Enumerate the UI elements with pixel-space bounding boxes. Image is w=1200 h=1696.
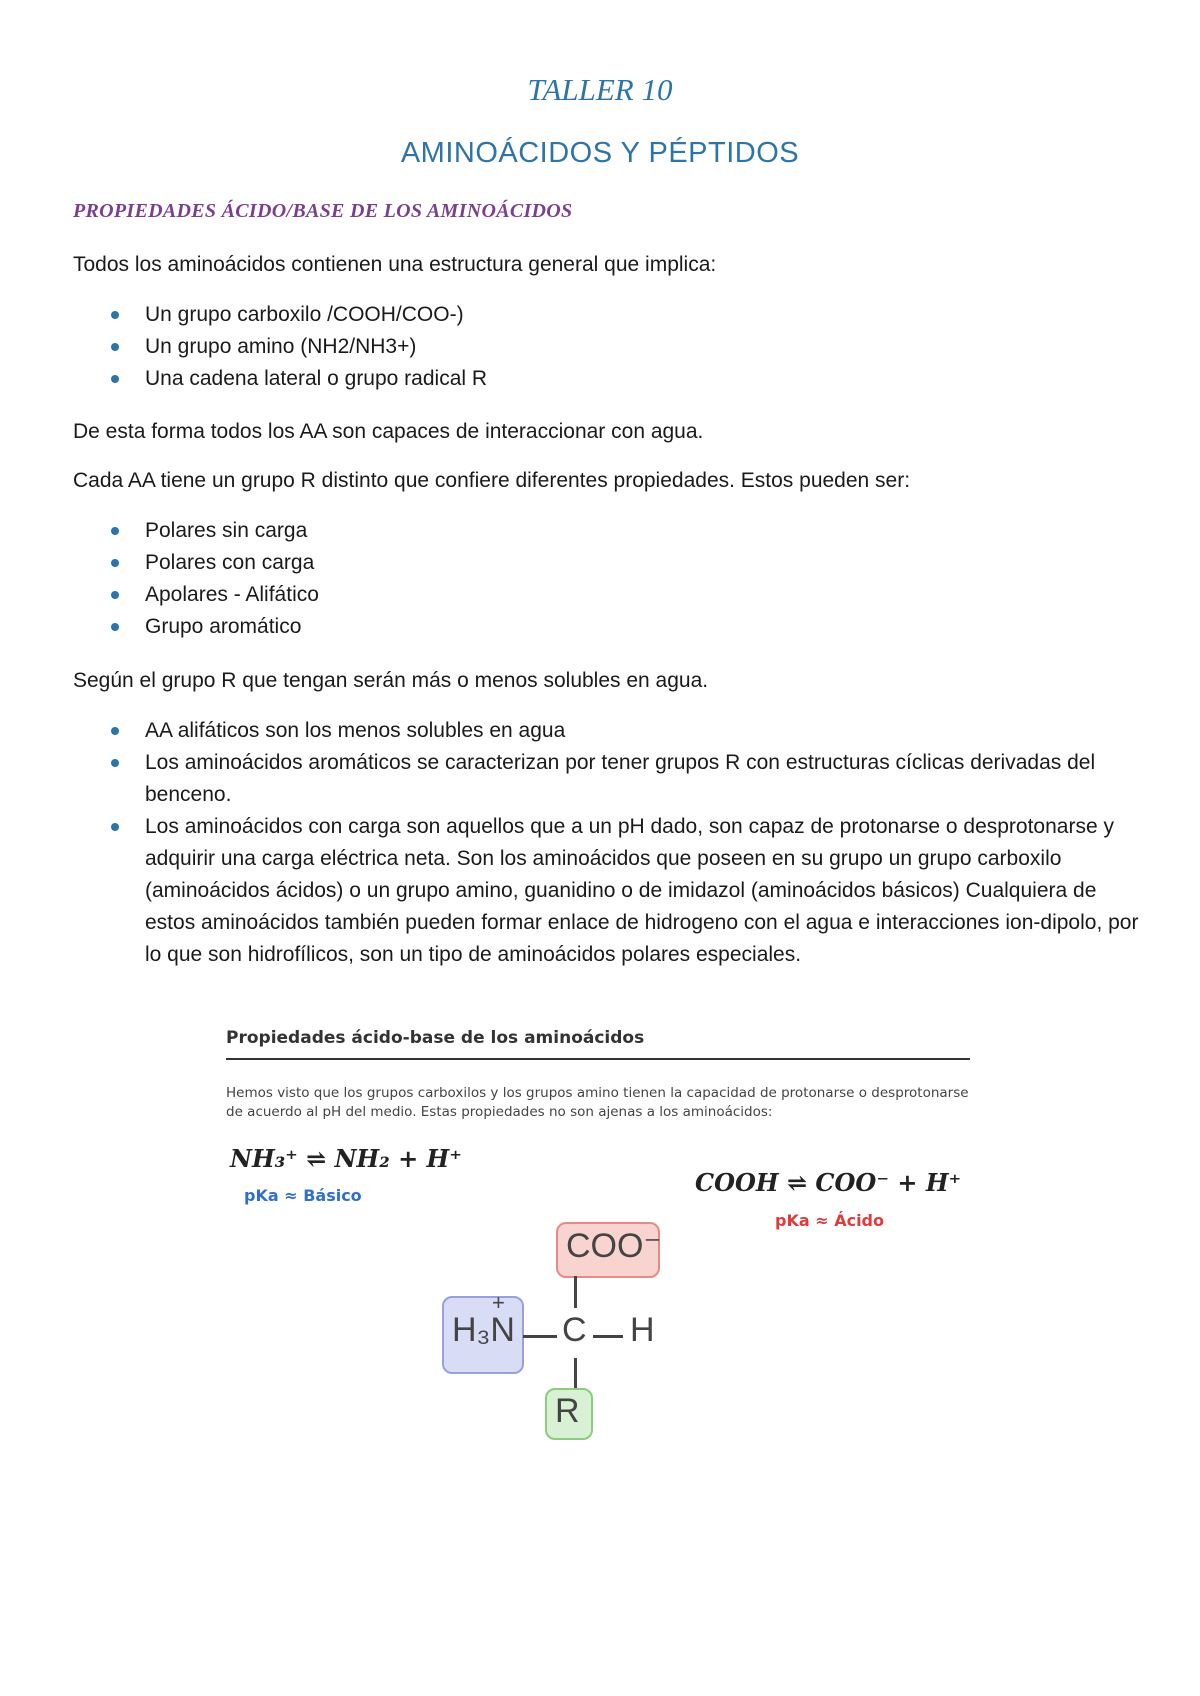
figure-divider bbox=[226, 1058, 970, 1060]
list-item: Un grupo carboxilo /COOH/COO-) bbox=[73, 299, 1133, 331]
list-item: Los aminoácidos aromáticos se caracterizan por tener grupos R con estructuras cíclicas derivadas del benceno. bbox=[73, 747, 1143, 811]
bullet-icon bbox=[111, 591, 119, 599]
bullet-icon bbox=[111, 623, 119, 631]
list-item: Un grupo amino (NH2/NH3+) bbox=[73, 331, 1133, 363]
list-item: Grupo aromático bbox=[73, 611, 1133, 643]
bond-hydrogen bbox=[593, 1335, 623, 1338]
amino-label: H₃N bbox=[452, 1311, 515, 1349]
list-item: Los aminoácidos con carga son aquellos que a un pH dado, son capaz de protonarse o desprotonarse y adquirir una carga eléctrica neta. Son los aminoácidos que poseen en su grupo un grupo carboxilo (aminoácidos ácidos) o un grupo amino, guanidino o de imidazol (aminoácidos básicos) Cualquiera de estos aminoácidos también pueden formar enlace de hidrogeno con el agua e interacciones ion-dipolo, por lo que son hidrofílicos, son un tipo de aminoácidos polares especiales. bbox=[73, 811, 1143, 971]
list-item: Polares con carga bbox=[73, 547, 1133, 579]
section-heading: PROPIEDADES ÁCIDO/BASE DE LOS AMINOÁCIDOS bbox=[73, 200, 573, 222]
r-group-label: R bbox=[555, 1392, 580, 1430]
bullet-icon bbox=[111, 759, 119, 767]
rgroup-paragraph: Cada AA tiene un grupo R distinto que confiere diferentes propiedades. Estos pueden ser: bbox=[73, 469, 911, 492]
page-title: AMINOÁCIDOS Y PÉPTIDOS bbox=[400, 137, 800, 169]
bullet-icon bbox=[111, 559, 119, 567]
bullet-icon bbox=[111, 823, 119, 831]
bullet-icon bbox=[111, 311, 119, 319]
bullet-icon bbox=[111, 727, 119, 735]
intro-paragraph: Todos los aminoácidos contienen una estructura general que implica: bbox=[73, 253, 717, 276]
amino-equilibrium: NH₃⁺ ⇌ NH₂ + H⁺ bbox=[230, 1144, 462, 1173]
types-list bbox=[73, 515, 1133, 643]
figure-text: Hemos visto que los grupos carboxilos y los grupos amino tienen la capacidad de protonarse o desprotonarse de acuerdo al pH del medio. Estas propiedades no son ajenas a los aminoácidos: bbox=[226, 1085, 969, 1120]
list-item: Apolares - Alifático bbox=[73, 579, 1133, 611]
pka-basic-label: pKa ≈ Básico bbox=[244, 1186, 362, 1205]
bond-carboxyl bbox=[574, 1276, 577, 1308]
bullet-icon bbox=[111, 527, 119, 535]
structure-list bbox=[73, 299, 1133, 395]
bullet-icon bbox=[111, 343, 119, 351]
hydrogen-label: H bbox=[630, 1311, 655, 1349]
acid-base-figure bbox=[220, 1028, 980, 1428]
bond-amino bbox=[523, 1335, 557, 1338]
carboxyl-label: COO⁻ bbox=[566, 1227, 662, 1265]
alpha-carbon: C bbox=[562, 1311, 587, 1349]
document-header: TALLER 10 bbox=[527, 72, 673, 107]
list-item: Una cadena lateral o grupo radical R bbox=[73, 363, 1133, 395]
bullet-icon bbox=[111, 375, 119, 383]
carboxyl-equilibrium: COOH ⇌ COO⁻ + H⁺ bbox=[695, 1168, 962, 1197]
figure-title: Propiedades ácido-base de los aminoácidos bbox=[226, 1028, 645, 1048]
water-paragraph: De esta forma todos los AA son capaces de interaccionar con agua. bbox=[73, 420, 704, 443]
list-item: AA alifáticos son los menos solubles en agua bbox=[73, 715, 1143, 747]
solubility-list bbox=[73, 715, 1143, 971]
pka-acid-label: pKa ≈ Ácido bbox=[775, 1211, 884, 1230]
amino-charge: + bbox=[492, 1290, 505, 1315]
solubility-paragraph: Según el grupo R que tengan serán más o menos solubles en agua. bbox=[73, 669, 709, 692]
bond-r bbox=[574, 1358, 577, 1390]
list-item: Polares sin carga bbox=[73, 515, 1133, 547]
